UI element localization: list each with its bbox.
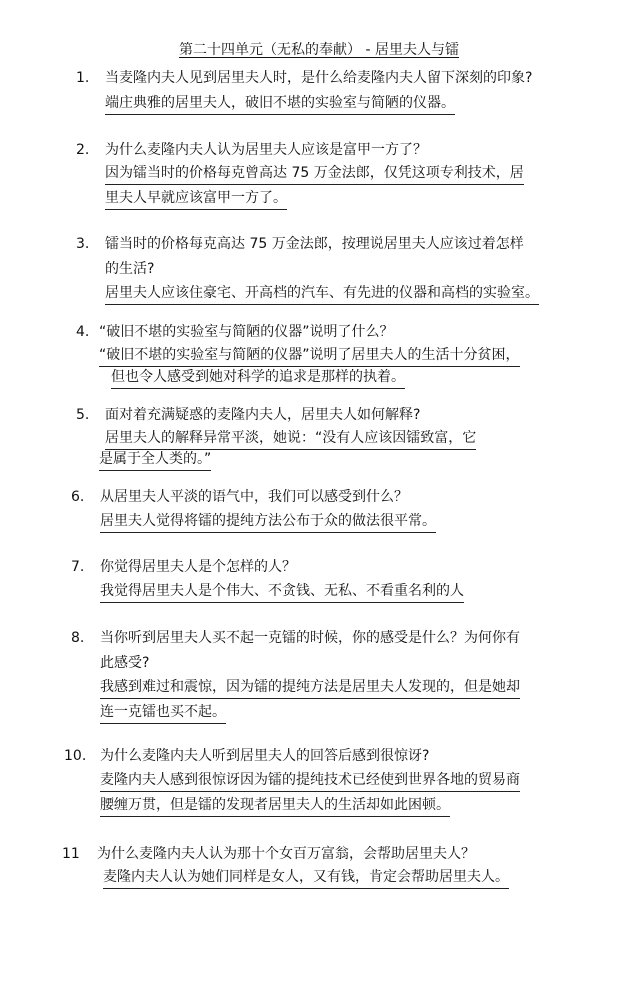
answer-text: 腰缠万贯，但是镭的发现者居里夫人的生活却如此困顿。 bbox=[100, 794, 450, 817]
question-number: 8. bbox=[71, 630, 85, 646]
question-number: 3. bbox=[76, 236, 90, 252]
answer-text: 连一克镭也买不起。 bbox=[100, 701, 226, 724]
answer-text: 麦隆内夫人感到很惊讶因为镭的提纯技术已经使到世界各地的贸易商 bbox=[100, 769, 520, 792]
answer-text: 居里夫人觉得将镭的提纯方法公布于众的做法很平常。 bbox=[100, 510, 436, 533]
question-text: 你觉得居里夫人是个怎样的人？ bbox=[100, 559, 296, 575]
question-text: 为什么麦隆内夫人认为那十个女百万富翁，会帮助居里夫人？ bbox=[97, 846, 475, 862]
answer-text: 我觉得居里夫人是个伟大、不贪钱、无私、不看重名利的人 bbox=[100, 580, 464, 603]
question-text: “破旧不堪的实验室与简陋的仪器”说明了什么？ bbox=[99, 324, 394, 340]
question-number: 10. bbox=[64, 748, 87, 764]
question-number: 6. bbox=[71, 489, 85, 505]
question-number: 7. bbox=[71, 559, 85, 575]
question-text: 为什么麦隆内夫人认为居里夫人应该是富甲一方了？ bbox=[105, 142, 427, 158]
question-number: 2. bbox=[76, 142, 90, 158]
question-number: 5. bbox=[76, 407, 90, 423]
question-text: 面对着充满疑惑的麦隆内夫人，居里夫人如何解释? bbox=[105, 407, 421, 423]
question-text: 此感受? bbox=[100, 655, 150, 671]
question-text: 的生活? bbox=[105, 261, 155, 277]
answer-text: 居里夫人的解释异常平淡，她说：“没有人应该因镭致富，它 bbox=[105, 427, 476, 450]
answer-text: “破旧不堪的实验室与简陋的仪器”说明了居里夫人的生活十分贫困， bbox=[99, 344, 520, 367]
page-title: 第二十四单元（无私的奉献） - 居里夫人与镭 bbox=[179, 42, 459, 58]
answer-text: 居里夫人应该住豪宅、开高档的汽车、有先进的仪器和高档的实验室。 bbox=[105, 282, 539, 305]
question-text: 当你听到居里夫人买不起一克镭的时候，你的感受是什么？为何你有 bbox=[100, 630, 520, 646]
answer-text: 但也令人感受到她对科学的追求是那样的执着。 bbox=[111, 366, 405, 389]
question-text: 镭当时的价格每克高达 75 万金法郎，按理说居里夫人应该过着怎样 bbox=[105, 236, 524, 252]
answer-text: 因为镭当时的价格每克曾高达 75 万金法郎，仅凭这项专利技术，居 bbox=[105, 162, 524, 185]
answer-text: 麦隆内夫人认为她们同样是女人，又有钱，肯定会帮助居里夫人。 bbox=[103, 866, 509, 889]
answer-text: 我感到难过和震惊，因为镭的提纯方法是居里夫人发现的，但是她却 bbox=[100, 676, 520, 699]
question-text: 当麦隆内夫人见到居里夫人时，是什么给麦隆内夫人留下深刻的印象? bbox=[105, 70, 533, 86]
question-text: 从居里夫人平淡的语气中，我们可以感受到什么？ bbox=[100, 489, 408, 505]
question-number: 11 bbox=[62, 846, 80, 862]
answer-text: 是属于全人类的。” bbox=[99, 448, 211, 471]
answer-text: 端庄典雅的居里夫人，破旧不堪的实验室与简陋的仪器。 bbox=[105, 92, 455, 115]
answer-text: 里夫人早就应该富甲一方了。 bbox=[105, 187, 287, 210]
question-number: 4. bbox=[76, 324, 90, 340]
question-number: 1. bbox=[76, 70, 90, 86]
question-text: 为什么麦隆内夫人听到居里夫人的回答后感到很惊讶? bbox=[100, 748, 430, 764]
